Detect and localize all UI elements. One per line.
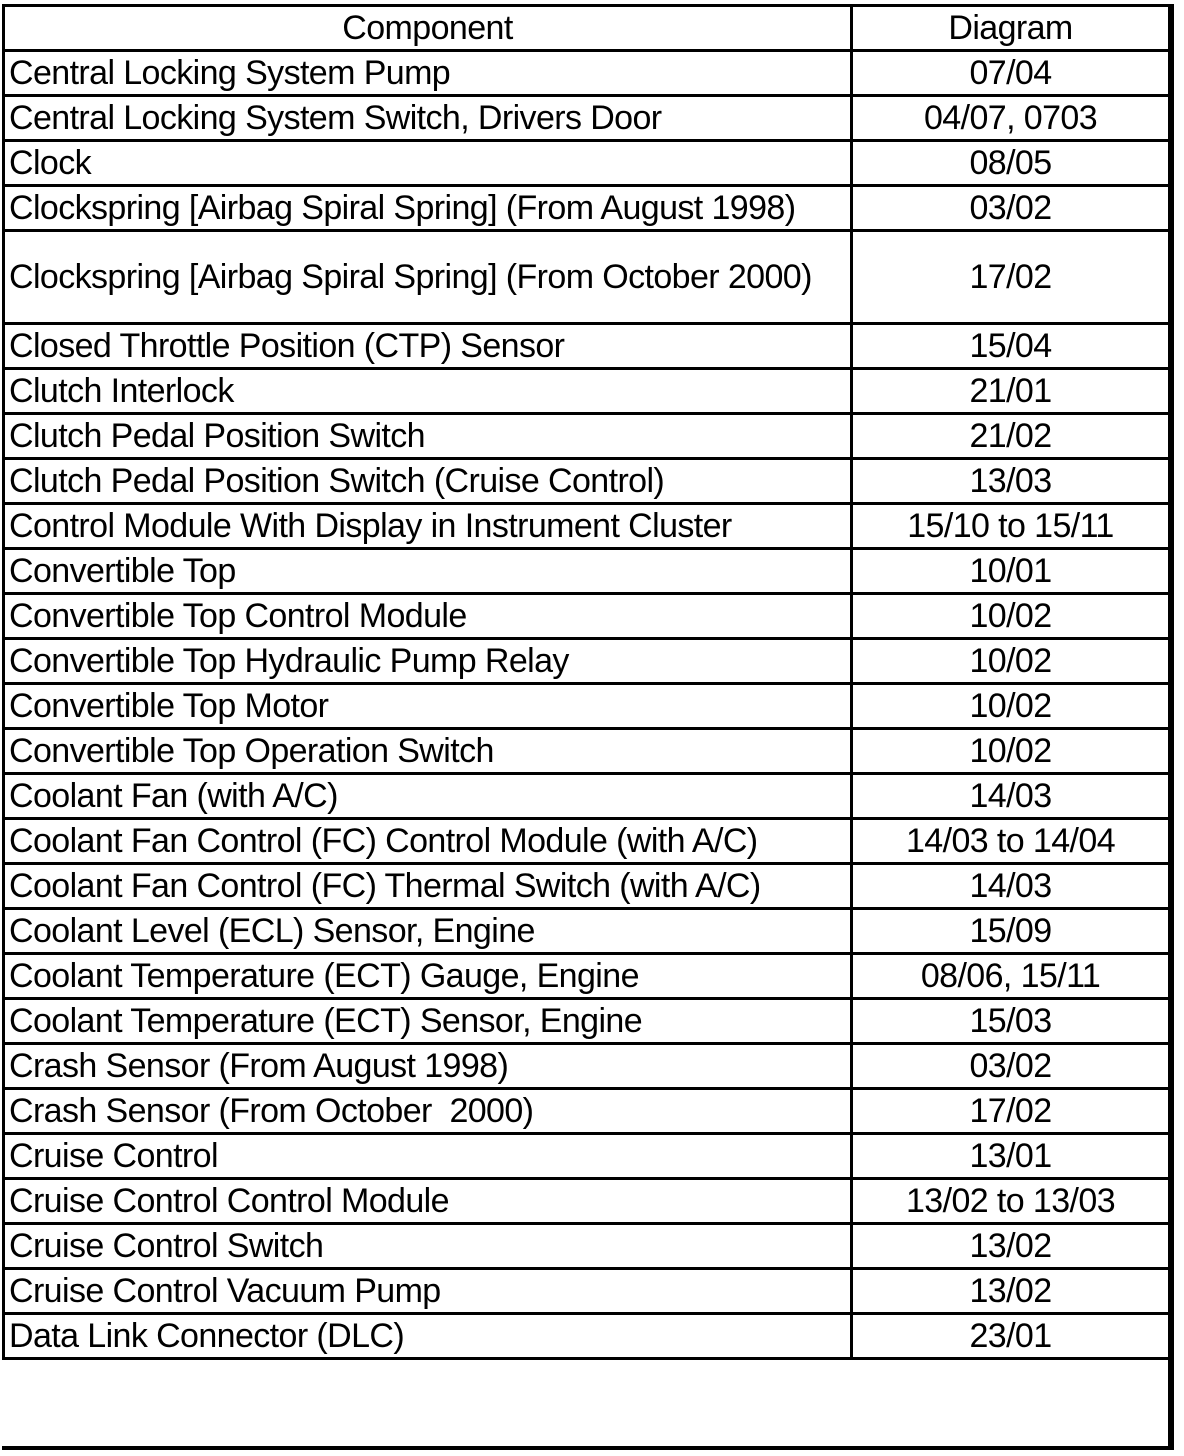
- table-row: [4, 639, 1170, 684]
- table-row: [4, 324, 1170, 369]
- diagram-cell: 14/03 to 14/04: [852, 819, 1170, 864]
- header-component: Component: [4, 6, 852, 51]
- table-row: [4, 594, 1170, 639]
- table-row: [4, 1224, 1170, 1269]
- component-cell: Convertible Top: [4, 549, 852, 594]
- diagram-cell: 07/04: [852, 51, 1170, 96]
- table-row: [4, 1134, 1170, 1179]
- header-diagram: Diagram: [852, 6, 1170, 51]
- component-cell: Cruise Control Control Module: [4, 1179, 852, 1224]
- diagram-cell: 13/02: [852, 1269, 1170, 1314]
- table-row: [4, 96, 1170, 141]
- component-cell: Control Module With Display in Instrument Cluster: [4, 504, 852, 549]
- component-cell: Coolant Fan (with A/C): [4, 774, 852, 819]
- diagram-cell: 15/09: [852, 909, 1170, 954]
- component-diagram-table: [2, 4, 1171, 1360]
- component-cell: Coolant Temperature (ECT) Sensor, Engine: [4, 999, 852, 1044]
- table-row: [4, 819, 1170, 864]
- component-cell: Coolant Fan Control (FC) Control Module (with A/C): [4, 819, 852, 864]
- diagram-cell: 13/02 to 13/03: [852, 1179, 1170, 1224]
- component-cell: Clutch Interlock: [4, 369, 852, 414]
- table-shadow-right: [1168, 4, 1174, 1450]
- component-cell: Convertible Top Control Module: [4, 594, 852, 639]
- table-row: [4, 504, 1170, 549]
- diagram-cell: 10/02: [852, 684, 1170, 729]
- table-row: [4, 954, 1170, 999]
- component-cell: Cruise Control: [4, 1134, 852, 1179]
- diagram-cell: 14/03: [852, 774, 1170, 819]
- component-cell: Convertible Top Hydraulic Pump Relay: [4, 639, 852, 684]
- component-cell: Crash Sensor (From August 1998): [4, 1044, 852, 1089]
- table-row: [4, 1269, 1170, 1314]
- component-cell: Cruise Control Vacuum Pump: [4, 1269, 852, 1314]
- component-cell: Clockspring [Airbag Spiral Spring] (From August 1998): [4, 186, 852, 231]
- table-row: [4, 414, 1170, 459]
- component-cell: Clutch Pedal Position Switch (Cruise Control): [4, 459, 852, 504]
- diagram-cell: 10/02: [852, 594, 1170, 639]
- table-row: [4, 684, 1170, 729]
- component-cell: Convertible Top Operation Switch: [4, 729, 852, 774]
- component-cell: Crash Sensor (From October 2000): [4, 1089, 852, 1134]
- table-row: [4, 864, 1170, 909]
- table-row: [4, 909, 1170, 954]
- diagram-cell: 23/01: [852, 1314, 1170, 1359]
- diagram-cell: 10/01: [852, 549, 1170, 594]
- table-row: [4, 1179, 1170, 1224]
- diagram-cell: 15/04: [852, 324, 1170, 369]
- table-shadow-bottom: [2, 1446, 1174, 1450]
- table-row: [4, 459, 1170, 504]
- table-row: [4, 999, 1170, 1044]
- diagram-cell: 10/02: [852, 729, 1170, 774]
- diagram-cell: 21/01: [852, 369, 1170, 414]
- component-cell: Coolant Temperature (ECT) Gauge, Engine: [4, 954, 852, 999]
- component-cell: Convertible Top Motor: [4, 684, 852, 729]
- table-row: [4, 774, 1170, 819]
- diagram-cell: 03/02: [852, 1044, 1170, 1089]
- component-cell: Central Locking System Switch, Drivers Door: [4, 96, 852, 141]
- table-row: [4, 141, 1170, 186]
- table-row: [4, 1044, 1170, 1089]
- diagram-cell: 10/02: [852, 639, 1170, 684]
- component-cell: Data Link Connector (DLC): [4, 1314, 852, 1359]
- component-cell: Central Locking System Pump: [4, 51, 852, 96]
- table-row: [4, 369, 1170, 414]
- diagram-cell: 08/05: [852, 141, 1170, 186]
- table-row: [4, 1089, 1170, 1134]
- component-cell: Closed Throttle Position (CTP) Sensor: [4, 324, 852, 369]
- diagram-cell: 08/06, 15/11: [852, 954, 1170, 999]
- diagram-cell: 13/02: [852, 1224, 1170, 1269]
- component-cell: Clutch Pedal Position Switch: [4, 414, 852, 459]
- component-cell: Coolant Fan Control (FC) Thermal Switch (with A/C): [4, 864, 852, 909]
- diagram-cell: 15/10 to 15/11: [852, 504, 1170, 549]
- table-row: [4, 186, 1170, 231]
- component-cell: Clockspring [Airbag Spiral Spring] (From October 2000): [4, 231, 852, 324]
- diagram-cell: 21/02: [852, 414, 1170, 459]
- component-cell: Cruise Control Switch: [4, 1224, 852, 1269]
- table-header-row: [4, 6, 1170, 51]
- diagram-cell: 03/02: [852, 186, 1170, 231]
- table-row: [4, 729, 1170, 774]
- component-cell: Clock: [4, 141, 852, 186]
- diagram-cell: 13/03: [852, 459, 1170, 504]
- diagram-cell: 17/02: [852, 231, 1170, 324]
- diagram-cell: 13/01: [852, 1134, 1170, 1179]
- diagram-cell: 17/02: [852, 1089, 1170, 1134]
- diagram-cell: 15/03: [852, 999, 1170, 1044]
- table-row: [4, 549, 1170, 594]
- table-row: [4, 51, 1170, 96]
- component-cell: Coolant Level (ECL) Sensor, Engine: [4, 909, 852, 954]
- table-row: [4, 1314, 1170, 1359]
- table-row: [4, 231, 1170, 324]
- diagram-cell: 04/07, 0703: [852, 96, 1170, 141]
- diagram-cell: 14/03: [852, 864, 1170, 909]
